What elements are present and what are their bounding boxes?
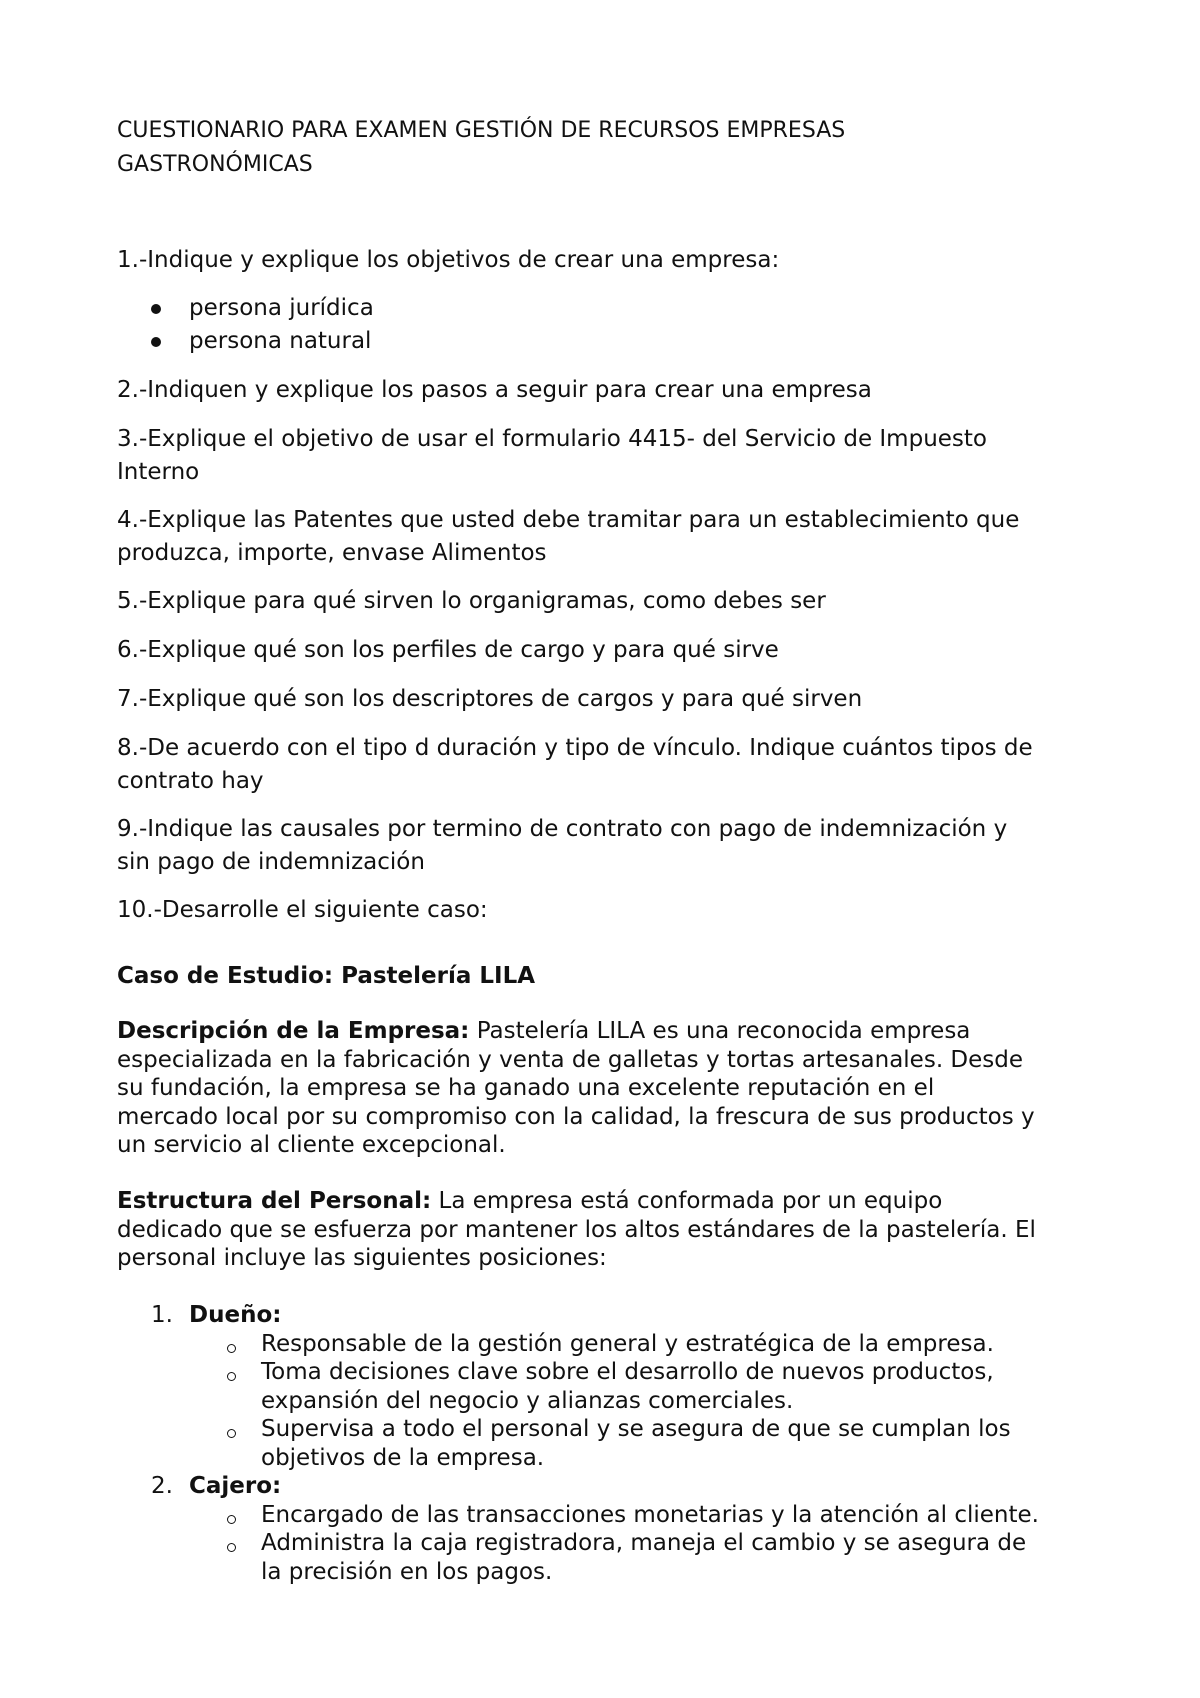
staff-line-2: dedicado que se esfuerza por mantener los altos estándares de la pastelería. El (117, 1216, 1036, 1243)
description-line-3: su fundación, la empresa se ha ganado una excelente reputación en el (117, 1075, 935, 1101)
description-line-4: mercado local por su compromiso con la calidad, la frescura de sus productos y (117, 1103, 1035, 1130)
role-detail: Administra la caja registradora, maneja el cambio y se asegura de (261, 1530, 1027, 1556)
document-title (117, 114, 845, 182)
role-detail: Supervisa a todo el personal y se asegura de que se cumplan los (261, 1416, 1011, 1442)
question-4-line-1: 4.-Explique las Patentes que usted debe tramitar para un establecimiento que (117, 507, 1020, 533)
question-3-line-1: 3.-Explique el objetivo de usar el formulario 4415- del Servicio de Impuesto (117, 426, 987, 452)
question-4-line-2: produzca, importe, envase Alimentos (117, 540, 547, 566)
description-line-1: Pastelería LILA es una reconocida empresa (469, 1018, 971, 1044)
question-3 (117, 423, 987, 489)
bullet-icon (151, 337, 161, 347)
bullet-item: persona natural (189, 328, 372, 354)
staff-line-3: personal incluye las siguientes posiciones: (117, 1245, 607, 1271)
role-detail: la precisión en los pagos. (261, 1559, 553, 1585)
description-line-5: un servicio al cliente excepcional. (117, 1132, 506, 1158)
question-9 (117, 813, 1007, 879)
question-6: 6.-Explique qué son los perfiles de cargo y para qué sirve (117, 637, 779, 663)
title-line-1: CUESTIONARIO PARA EXAMEN GESTIÓN DE RECURSOS EMPRESAS (117, 118, 846, 143)
question-8-line-1: 8.-De acuerdo con el tipo d duración y tipo de vínculo. Indique cuántos tipos de (117, 735, 1033, 761)
question-5: 5.-Explique para qué sirven lo organigramas, como debes ser (117, 588, 826, 614)
role-number: 1. (151, 1302, 173, 1328)
role-number: 2. (151, 1473, 173, 1499)
question-9-line-1: 9.-Indique las causales por termino de contrato con pago de indemnización y (117, 816, 1008, 842)
description-label: Descripción de la Empresa: (117, 1018, 470, 1044)
role-title-cashier: Cajero: (189, 1473, 282, 1499)
bullet-item: persona jurídica (189, 295, 374, 321)
role-detail: expansión del negocio y alianzas comerciales. (261, 1388, 794, 1414)
question-7: 7.-Explique qué son los descriptores de cargos y para qué sirven (117, 686, 863, 712)
role-detail: Encargado de las transacciones monetarias y la atención al cliente. (261, 1502, 1039, 1528)
staff-structure (117, 1187, 1036, 1273)
role-title-owner: Dueño: (189, 1302, 282, 1328)
circle-bullet-icon (227, 1543, 236, 1552)
case-heading: Caso de Estudio: Pastelería LILA (117, 963, 536, 989)
question-2: 2.-Indiquen y explique los pasos a seguir para crear una empresa (117, 377, 872, 403)
question-3-line-2: Interno (117, 459, 200, 485)
question-8 (117, 732, 1033, 798)
circle-bullet-icon (227, 1429, 236, 1438)
circle-bullet-icon (227, 1515, 236, 1524)
role-detail: Responsable de la gestión general y estratégica de la empresa. (261, 1331, 994, 1357)
title-line-2: GASTRONÓMICAS (117, 152, 313, 177)
question-4 (117, 504, 1019, 570)
circle-bullet-icon (227, 1372, 236, 1381)
role-detail: objetivos de la empresa. (261, 1445, 545, 1471)
staff-line-1: La empresa está conformada por un equipo (431, 1188, 943, 1214)
staff-label: Estructura del Personal: (117, 1188, 432, 1214)
case-description (117, 1017, 1035, 1160)
question-1: 1.-Indique y explique los objetivos de crear una empresa: (117, 247, 780, 273)
circle-bullet-icon (227, 1344, 236, 1353)
question-10: 10.-Desarrolle el siguiente caso: (117, 897, 488, 923)
role-detail: Toma decisiones clave sobre el desarrollo de nuevos productos, (261, 1359, 994, 1385)
question-8-line-2: contrato hay (117, 768, 264, 794)
question-9-line-2: sin pago de indemnización (117, 849, 425, 875)
description-line-2: especializada en la fabricación y venta de galletas y tortas artesanales. Desde (117, 1046, 1024, 1073)
bullet-icon (151, 304, 161, 314)
